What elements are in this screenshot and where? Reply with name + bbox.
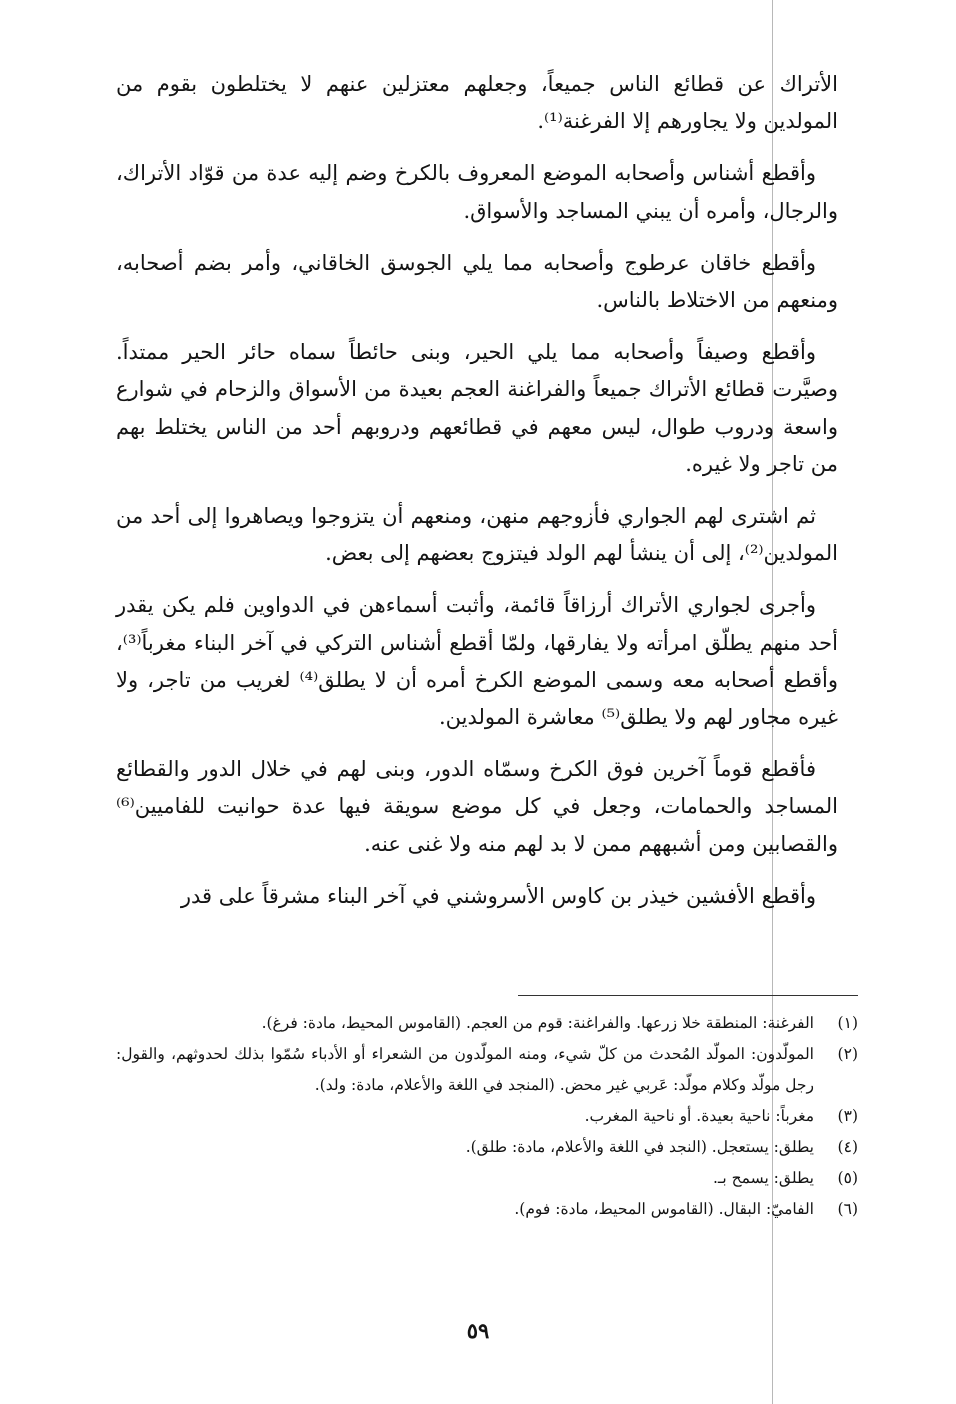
footnote-text: يطلق: يسمح بـ. [712,1169,814,1187]
paragraph-4: وأقطع وصيفاً وأصحابه مما يلي الحير، وبنى حائطاً سماه حائر الحير ممتداً. وصيَّرت قطائع الأتراك جميعاً والفراغنة العجم بعيدة من الأسواق والزحام في شوارع واسعة ودروب طوال، ليس معهم في قطائعهم ودروبهم أحد من الناس يختلط بهم من تاجر ولا غيره. [116,340,838,476]
footnote-number: (٢) [837,1045,858,1063]
footnote-4 [116,1132,858,1163]
footnote-number: (٣) [837,1107,858,1125]
main-text [116,66,838,930]
footnote-5 [116,1163,858,1194]
footnote-6 [116,1194,858,1225]
footnote-text: المولّدون: المولّد المُحدث من كلّ شيء، ومنه المولّدون من الشعراء أو الأدباء سُمّوا بذلك لحدوثهم، والقول: رجل مولّد وكلام مولّد: عَربي غير محض. (المنجد في اللغة والأعلام، مادة: ولد). [116,1045,814,1094]
paragraph-1: الأتراك عن قطائع الناس جميعاً، وجعلهم معتزلين عنهم لا يختلطون بقوم من المولدين ولا يجاورهم إلا الفرغنة⁽¹⁾. [116,72,838,134]
footnote-number: (١) [837,1014,858,1032]
footnote-divider [518,995,858,996]
footnote-text: يطلق: يستعجل. (النجد في اللغة والأعلام، مادة: طلق). [465,1138,814,1156]
footnote-number: (٦) [837,1200,858,1218]
footnotes [116,1008,858,1225]
footnote-text: الفاميّ: البقال. (القاموس المحيط، مادة: فوم). [514,1200,814,1218]
paragraph-8: وأقطع الأفشين خيذر بن كاوس الأسروشني في آخر البناء مشرقاً على قدر [180,883,816,908]
paragraph-5: ثم اشترى لهم الجواري فأزوجهم منهن، ومنعهم أن يتزوجوا ويصاهروا إلى أحد من المولدين⁽²⁾، إلى أن ينشأ لهم الولد فيتزوج بعضهم إلى بعض. [116,504,838,566]
footnote-number: (٤) [837,1138,858,1156]
footnote-1 [116,1008,858,1039]
paragraph-2: وأقطع أشناس وأصحابه الموضع المعروف بالكرخ وضم إليه عدة من قوّاد الأتراك، والرجال، وأمره أن يبني المساجد والأسواق. [116,161,838,223]
page-number: ٥٩ [466,1318,490,1343]
footnote-number: (٥) [837,1169,858,1187]
footnote-2 [116,1039,858,1101]
paragraph-3: وأقطع خاقان عرطوج وأصحابه مما يلي الجوسق الخاقاني، وأمر بضم أصحابه، ومنعهم من الاختلاط بالناس. [116,250,838,313]
paragraph-6: وأجرى لجواري الأتراك أرزاقاً قائمة، وأثبت أسماءهن في الدواوين فلم يكن يقدر أحد منهم يطلّق امرأته ولا يفارقها، ولمّا أقطع أشناس التركي في آخر البناء مغرباً⁽³⁾، وأقطع أصحابه معه وسمى الموضع الكرخ أمره أن لا يطلق⁽⁴⁾ لغريب من تاجر، ولا غيره مجاور لهم ولا يطلق⁽⁵⁾ معاشرة المولدين. [116,593,838,730]
footnote-text: الفرغنة: المنطقة خلا زرعها. والفراغنة: قوم من العجم. (القاموس المحيط، مادة: فرغ). [261,1014,814,1032]
footnote-text: مغرباً: ناحية بعيدة. أو ناحية المغرب. [584,1107,814,1125]
paragraph-7: فأقطع قوماً آخرين فوق الكرخ وسمّاه الدور، وبنى لهم في خلال الدور والقطائع المساجد والحمامات، وجعل في كل موضع سويقة فيها عدة حوانيت للفاميين⁽⁶⁾ والقصابين ومن أشبههم ممن لا بد لهم منه ولا غنى عنه. [116,757,838,856]
footnote-3 [116,1101,858,1132]
